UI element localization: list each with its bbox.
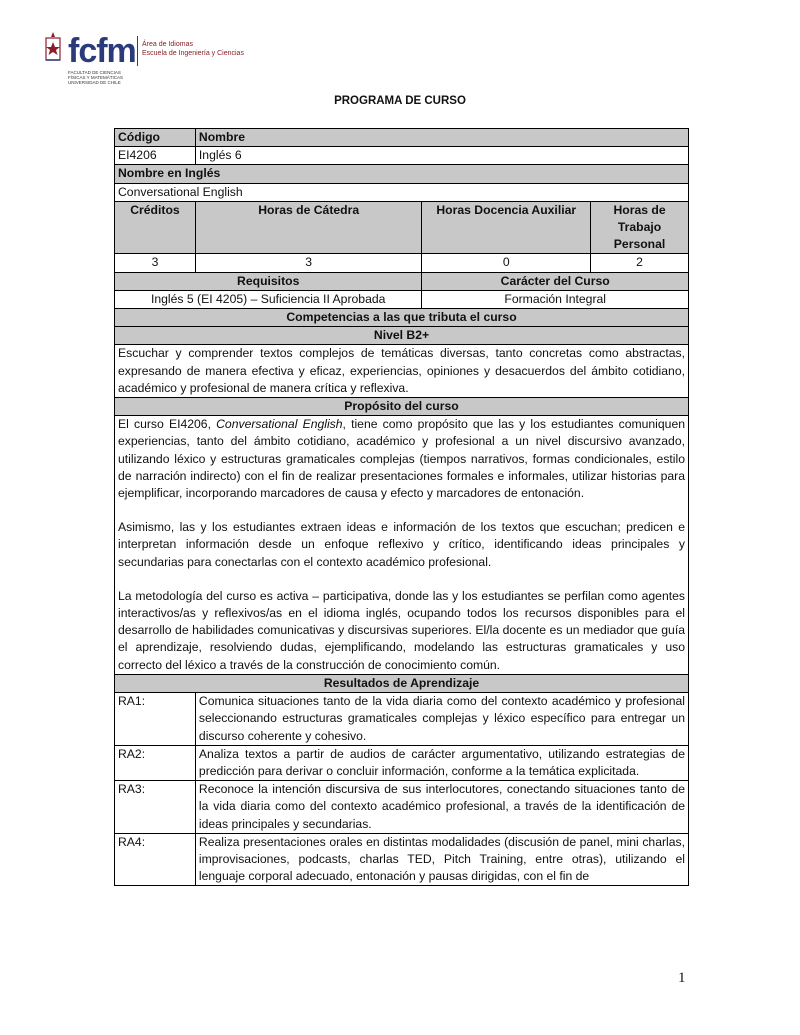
lecture-hours-value: 3 [195,254,421,272]
outcome-code: RA4: [115,833,196,886]
character-label: Carácter del Curso [422,272,689,290]
outcome-code: RA2: [115,745,196,780]
code-label: Código [115,129,196,147]
school-name: Escuela de Ingeniería y Ciencias [142,50,244,57]
page-title: PROGRAMA DE CURSO [334,95,466,107]
fcfm-logo: fcfm [68,32,136,70]
outcome-text: Reconoce la intención discursiva de sus interlocutores, conectando situaciones tanto de la vida diaria como del contexto académico profesional, a través de la identificación de ideas principales y secundarias. [195,781,688,834]
purpose-header-row [115,398,689,416]
logo-area-text [142,40,244,58]
purpose-row [115,416,689,675]
outcome-code: RA3: [115,781,196,834]
outcome-text: Analiza textos a partir de audios de carácter argumentativo, utilizando estrategias de predicción para derivar o concluir información, conforme a la temática explicitada. [195,745,688,780]
area-name: Área de Idiomas [142,41,193,48]
level-header-row [115,327,689,345]
table-row [115,781,689,834]
table-row [115,745,689,780]
english-name-label: Nombre en Inglés [115,165,689,183]
table-row [115,693,689,746]
purpose-text [115,416,689,675]
outcomes-label: Resultados de Aprendizaje [115,674,689,692]
course-name-italic: Conversational English [216,417,343,432]
english-name-header-row [115,165,689,183]
hours-header-row [115,201,689,254]
competencies-label: Competencias a las que tributa el curso [115,309,689,327]
character-value: Formación Integral [422,290,689,308]
hours-values-row [115,254,689,272]
course-program-table [114,128,689,886]
faculty-line-3: UNIVERSIDAD DE CHILE [68,80,121,85]
competencies-header-row [115,309,689,327]
outcome-code: RA1: [115,693,196,746]
name-label: Nombre [195,129,688,147]
aux-hours-label: Horas Docencia Auxiliar [422,201,591,254]
credits-value: 3 [115,254,196,272]
header-logo [40,26,280,86]
personal-hours-label: Horas de Trabajo Personal [591,201,689,254]
purpose-paragraph-1: El curso EI4206, Conversational English, tiene como propósito que las y los estudiantes comuniquen experiencias, tanto del ámbito cotidiano, académico y profesional a un nivel discursivo avanzado, utilizando léxico y estructuras gramaticales complejas (tiempos narrativos, formas condicionales, estilo de narración indirecto) con el fin de realizar presentaciones formales e informales, utilizar historias para ejemplificar, incorporando marcadores de causa y efecto y marcadores de entonación. [118,417,685,501]
course-name: Inglés 6 [195,147,688,165]
logo-faculty-text [68,70,123,85]
lecture-hours-label: Horas de Cátedra [195,201,421,254]
competencies-text: Escuchar y comprender textos complejos de temáticas diversas, tanto concretas como abstractas, expresando de manera efectiva y eficaz, experiencias, opiniones y desacuerdos del ámbito cotidiano, académico y profesional de manera crítica y reflexiva. [115,345,689,398]
code-name-row [115,147,689,165]
code-name-header-row [115,129,689,147]
table-row [115,833,689,886]
outcome-text: Realiza presentaciones orales en distintas modalidades (discusión de panel, mini charlas, improvisaciones, podcasts, charlas TED, Pitch Training, entre otras), utilizando el lenguaje corporal adecuado, entonación y pausas dirigidas, con el fin de [195,833,688,886]
english-name-row [115,183,689,201]
university-seal-icon [42,32,64,66]
english-name: Conversational English [115,183,689,201]
competencies-row [115,345,689,398]
logo-divider [137,36,138,66]
purpose-paragraph-2: Asimismo, las y los estudiantes extraen ideas e información de los textos que escuchan; predicen e interpretan información desde un enfoque reflexivo y crítico, identificando ideas principales y secundarias para conectarlas con el contexto académico profesional. [118,520,685,569]
requirements-label: Requisitos [115,272,422,290]
requirements-row [115,290,689,308]
purpose-label: Propósito del curso [115,398,689,416]
outcomes-header-row [115,674,689,692]
credits-label: Créditos [115,201,196,254]
purpose-paragraph-3: La metodología del curso es activa – participativa, donde las y los estudiantes se perfilan como agentes interactivos/as y reflexivos/as en el idioma inglés, ocupando todos los recursos disponibles para el desarrollo de habilidades comunicativas y discursivas superiores. El/la docente es un mediador que guía el aprendizaje, resolviendo dudas, ejemplificando, modelando las estructuras gramaticales y uso correcto del léxico a través de la construcción de conocimiento común. [118,588,685,672]
course-code: EI4206 [115,147,196,165]
faculty-line-1: FACULTAD DE CIENCIAS [68,70,121,75]
faculty-line-2: FÍSICAS Y MATEMÁTICAS [68,75,124,80]
level-label: Nivel B2+ [115,327,689,345]
requirements-value: Inglés 5 (EI 4205) – Suficiencia II Aprobada [115,290,422,308]
personal-hours-value: 2 [591,254,689,272]
aux-hours-value: 0 [422,254,591,272]
outcome-text: Comunica situaciones tanto de la vida diaria como del contexto académico y profesional seleccionando estructuras gramaticales complejas y léxico específico para entregar un discurso coherente y cohesivo. [195,693,688,746]
requirements-header-row [115,272,689,290]
page-number: 1 [678,970,686,986]
